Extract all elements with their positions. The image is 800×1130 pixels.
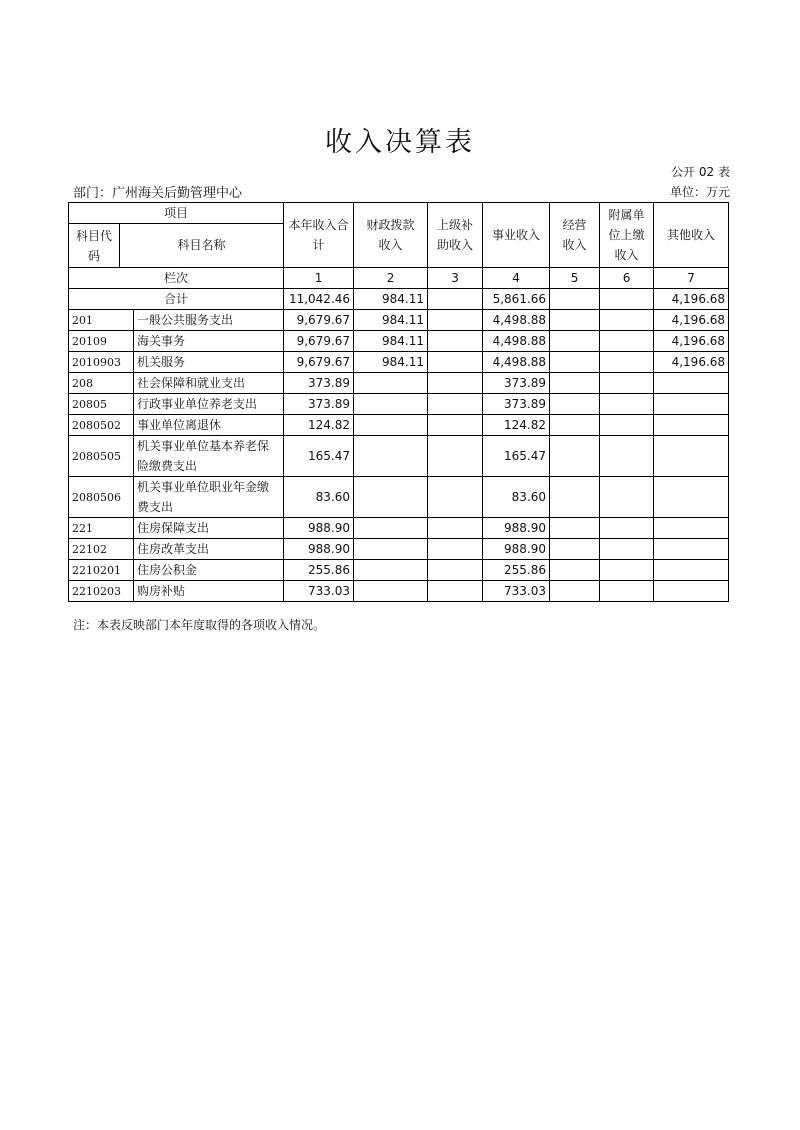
- table-row: [69, 331, 729, 352]
- income-table: [68, 202, 729, 602]
- cell-value: 255.86: [483, 560, 550, 581]
- cell-value: [600, 352, 654, 373]
- cell-value: [354, 518, 428, 539]
- subject-code: 2210203: [69, 581, 134, 602]
- table-row: [69, 310, 729, 331]
- cell-value: 124.82: [483, 415, 550, 436]
- cell-value: [550, 539, 600, 560]
- header-operating: 经营收入: [550, 203, 600, 268]
- header-name: 科目名称: [120, 224, 284, 268]
- index-col: 6: [600, 268, 654, 289]
- cell-value: [550, 352, 600, 373]
- subject-code: 22102: [69, 539, 134, 560]
- total-value: [600, 289, 654, 310]
- cell-value: 988.90: [483, 518, 550, 539]
- cell-value: [654, 373, 729, 394]
- cell-value: [428, 310, 483, 331]
- cell-value: [428, 560, 483, 581]
- cell-value: 733.03: [483, 581, 550, 602]
- cell-value: [600, 310, 654, 331]
- total-value: 984.11: [354, 289, 428, 310]
- subject-name: 行政事业单位养老支出: [134, 394, 284, 415]
- cell-value: [428, 518, 483, 539]
- cell-value: [654, 394, 729, 415]
- cell-value: [428, 331, 483, 352]
- cell-value: [354, 436, 428, 477]
- cell-value: 4,498.88: [483, 310, 550, 331]
- cell-value: [654, 539, 729, 560]
- cell-value: [654, 560, 729, 581]
- cell-value: 373.89: [483, 373, 550, 394]
- cell-value: 4,196.68: [654, 352, 729, 373]
- total-row: [69, 289, 729, 310]
- cell-value: [654, 518, 729, 539]
- cell-value: [600, 539, 654, 560]
- cell-value: [428, 436, 483, 477]
- subject-name: 住房保障支出: [134, 518, 284, 539]
- form-number: 公开 02 表: [671, 165, 730, 179]
- cell-value: 373.89: [284, 394, 354, 415]
- cell-value: [600, 331, 654, 352]
- subject-name: 事业单位离退休: [134, 415, 284, 436]
- cell-value: 4,196.68: [654, 331, 729, 352]
- header-row-1: [69, 203, 729, 224]
- cell-value: [354, 581, 428, 602]
- table-row: [69, 436, 729, 477]
- cell-value: 373.89: [284, 373, 354, 394]
- cell-value: [428, 352, 483, 373]
- cell-value: 165.47: [284, 436, 354, 477]
- subject-name: 购房补贴: [134, 581, 284, 602]
- cell-value: [600, 518, 654, 539]
- header-total: 本年收入合计: [284, 203, 354, 268]
- cell-value: 4,498.88: [483, 331, 550, 352]
- subject-name: 机关事业单位职业年金缴费支出: [134, 477, 284, 518]
- total-value: [428, 289, 483, 310]
- cell-value: [654, 581, 729, 602]
- total-value: 4,196.68: [654, 289, 729, 310]
- subject-name: 海关事务: [134, 331, 284, 352]
- cell-value: [600, 560, 654, 581]
- cell-value: [600, 477, 654, 518]
- subject-code: 208: [69, 373, 134, 394]
- table-row: [69, 477, 729, 518]
- cell-value: [550, 518, 600, 539]
- cell-value: [428, 415, 483, 436]
- index-col: 2: [354, 268, 428, 289]
- index-col: 4: [483, 268, 550, 289]
- cell-value: [550, 436, 600, 477]
- subject-code: 2010903: [69, 352, 134, 373]
- index-col: 1: [284, 268, 354, 289]
- table-row: [69, 518, 729, 539]
- header-item: 项目: [69, 203, 284, 224]
- cell-value: [428, 539, 483, 560]
- header-affiliated: 附属单位上缴收入: [600, 203, 654, 268]
- cell-value: [550, 415, 600, 436]
- cell-value: 733.03: [284, 581, 354, 602]
- index-col: 7: [654, 268, 729, 289]
- subject-name: 社会保障和就业支出: [134, 373, 284, 394]
- subject-code: 20109: [69, 331, 134, 352]
- subject-name: 住房改革支出: [134, 539, 284, 560]
- total-value: [550, 289, 600, 310]
- cell-value: [354, 477, 428, 518]
- header-fiscal: 财政拨款收入: [354, 203, 428, 268]
- cell-value: 9,679.67: [284, 352, 354, 373]
- index-row: [69, 268, 729, 289]
- cell-value: [354, 539, 428, 560]
- cell-value: 4,498.88: [483, 352, 550, 373]
- header-code: 科目代码: [69, 224, 120, 268]
- cell-value: [428, 394, 483, 415]
- cell-value: [550, 331, 600, 352]
- subject-name: 住房公积金: [134, 560, 284, 581]
- subject-code: 2080506: [69, 477, 134, 518]
- cell-value: [600, 373, 654, 394]
- table-row: [69, 373, 729, 394]
- cell-value: [428, 581, 483, 602]
- header-other: 其他收入: [654, 203, 729, 268]
- cell-value: [428, 477, 483, 518]
- index-col: 5: [550, 268, 600, 289]
- subject-code: 2080502: [69, 415, 134, 436]
- table-row: [69, 539, 729, 560]
- cell-value: [550, 373, 600, 394]
- total-value: 11,042.46: [284, 289, 354, 310]
- subject-code: 20805: [69, 394, 134, 415]
- subject-name: 机关事业单位基本养老保险缴费支出: [134, 436, 284, 477]
- cell-value: [550, 477, 600, 518]
- table-row: [69, 394, 729, 415]
- cell-value: 984.11: [354, 331, 428, 352]
- subject-code: 221: [69, 518, 134, 539]
- subject-code: 2210201: [69, 560, 134, 581]
- cell-value: 988.90: [284, 518, 354, 539]
- department-label: 部门：广州海关后勤管理中心: [73, 186, 243, 201]
- cell-value: [354, 373, 428, 394]
- cell-value: [354, 394, 428, 415]
- cell-value: 984.11: [354, 352, 428, 373]
- cell-value: [654, 436, 729, 477]
- cell-value: 255.86: [284, 560, 354, 581]
- total-value: 5,861.66: [483, 289, 550, 310]
- unit-label: 单位：万元: [669, 185, 730, 199]
- cell-value: 165.47: [483, 436, 550, 477]
- cell-value: [600, 581, 654, 602]
- subject-name: 一般公共服务支出: [134, 310, 284, 331]
- cell-value: 83.60: [284, 477, 354, 518]
- subject-code: 201: [69, 310, 134, 331]
- table-row: [69, 581, 729, 602]
- subject-name: 机关服务: [134, 352, 284, 373]
- cell-value: [550, 581, 600, 602]
- header-superior: 上级补助收入: [428, 203, 483, 268]
- cell-value: 124.82: [284, 415, 354, 436]
- table-row: [69, 352, 729, 373]
- cell-value: [654, 477, 729, 518]
- cell-value: 9,679.67: [284, 331, 354, 352]
- cell-value: 9,679.67: [284, 310, 354, 331]
- cell-value: [600, 436, 654, 477]
- cell-value: [550, 310, 600, 331]
- cell-value: 83.60: [483, 477, 550, 518]
- cell-value: 988.90: [483, 539, 550, 560]
- cell-value: [550, 394, 600, 415]
- cell-value: [428, 373, 483, 394]
- subject-code: 2080505: [69, 436, 134, 477]
- table-row: [69, 560, 729, 581]
- cell-value: [600, 415, 654, 436]
- header-business: 事业收入: [483, 203, 550, 268]
- table-row: [69, 415, 729, 436]
- index-col: 3: [428, 268, 483, 289]
- cell-value: [600, 394, 654, 415]
- cell-value: [654, 415, 729, 436]
- cell-value: 4,196.68: [654, 310, 729, 331]
- index-label: 栏次: [69, 268, 284, 289]
- cell-value: [354, 560, 428, 581]
- total-label: 合计: [69, 289, 284, 310]
- cell-value: [354, 415, 428, 436]
- cell-value: 373.89: [483, 394, 550, 415]
- cell-value: 984.11: [354, 310, 428, 331]
- page-title: 收入决算表: [325, 127, 475, 158]
- table-note: 注：本表反映部门本年度取得的各项收入情况。: [73, 618, 326, 632]
- cell-value: 988.90: [284, 539, 354, 560]
- cell-value: [550, 560, 600, 581]
